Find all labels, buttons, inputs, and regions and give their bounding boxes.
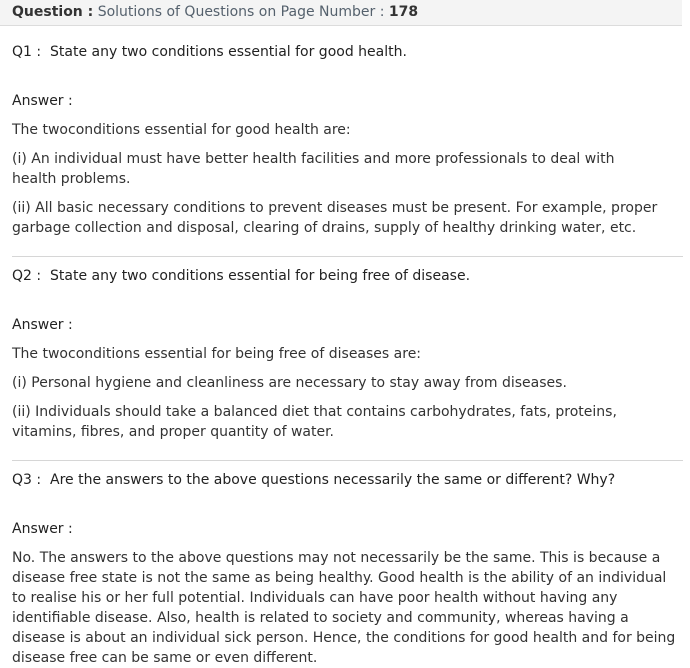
header-title: Solutions of Questions on Page Number : <box>97 4 385 20</box>
answer-paragraph: (ii) Individuals should take a balanced diet that contains carbohydrates, fats, proteins, vitamins, fibres, and proper quantity of water. <box>12 404 617 440</box>
question-q2 <box>12 266 470 286</box>
question-text: State any two conditions essential for being free of disease. <box>50 268 471 284</box>
page-header <box>0 0 682 26</box>
question-number: Q1 : <box>12 44 42 60</box>
question-number: Q2 : <box>12 268 42 284</box>
question-q1 <box>12 42 407 62</box>
separator <box>12 256 683 257</box>
answer-paragraph: (i) An individual must have better health facilities and more professionals to deal with health problems. <box>12 151 615 187</box>
answer-label: Answer : <box>12 93 73 109</box>
page-number: 178 <box>388 4 419 20</box>
answer-paragraph: (ii) All basic necessary conditions to prevent diseases must be present. For example, proper garbage collection and disposal, clearing of drains, supply of healthy drinking water, etc. <box>12 200 658 236</box>
separator <box>12 460 683 461</box>
answer-paragraph: No. The answers to the above questions may not necessarily be the same. This is because a disease free state is not the same as being healthy. Good health is the ability of an individual to realise his or her full potential. Individuals can have poor health without having any identifiable disease. Also, health is related to society and community, whereas having a disease is about an individual sick person. Hence, the conditions for good health and for being disease free can be same or even different. <box>12 550 676 666</box>
answer-paragraph: The twoconditions essential for good health are: <box>12 122 351 138</box>
answer-label: Answer : <box>12 521 73 537</box>
question-number: Q3 : <box>12 472 42 488</box>
answer-paragraph: (i) Personal hygiene and cleanliness are necessary to stay away from diseases. <box>12 375 567 391</box>
question-text: Are the answers to the above questions necessarily the same or different? Why? <box>50 472 616 488</box>
question-q3 <box>12 470 615 490</box>
header-label: Question : <box>12 4 94 20</box>
answer-paragraph: The twoconditions essential for being free of diseases are: <box>12 346 422 362</box>
question-text: State any two conditions essential for good health. <box>50 44 407 60</box>
answer-label: Answer : <box>12 317 73 333</box>
